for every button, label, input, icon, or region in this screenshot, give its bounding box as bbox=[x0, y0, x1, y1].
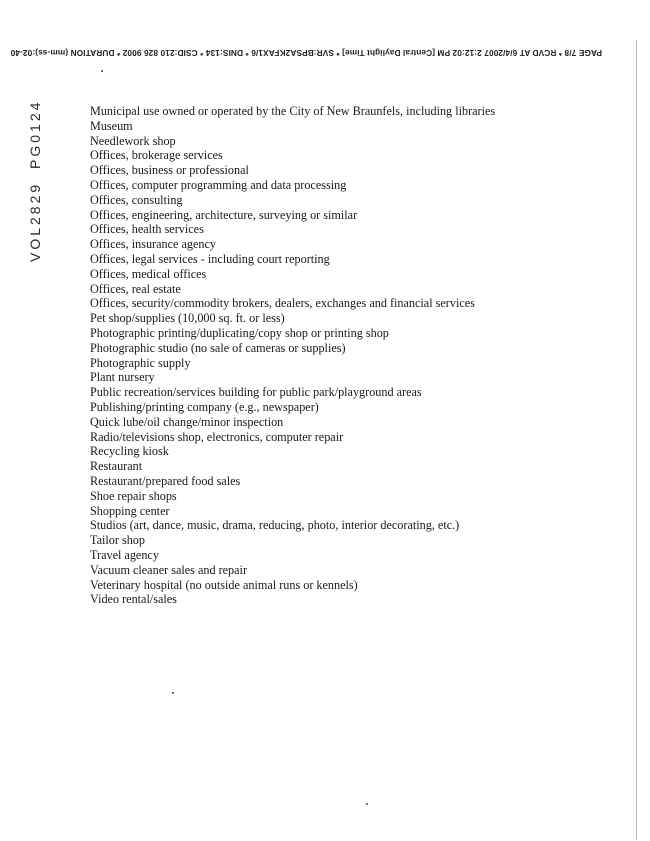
use-list-item: Museum bbox=[90, 118, 133, 133]
scan-edge-line bbox=[636, 40, 637, 840]
use-list-item: Offices, engineering, architecture, surveying or similar bbox=[90, 207, 358, 222]
permitted-uses-list bbox=[90, 104, 495, 607]
use-list-item: Photographic supply bbox=[90, 355, 191, 370]
use-list-item: Shopping center bbox=[90, 503, 170, 518]
use-list-item: Video rental/sales bbox=[90, 592, 177, 607]
use-list-item: Offices, real estate bbox=[90, 281, 181, 296]
use-list-item: Offices, security/commodity brokers, dealers, exchanges and financial services bbox=[90, 296, 475, 311]
use-list-item: Plant nursery bbox=[90, 370, 155, 385]
scan-speck bbox=[172, 692, 174, 694]
use-list-item: Offices, consulting bbox=[90, 192, 183, 207]
use-list-item: Publishing/printing company (e.g., newspaper) bbox=[90, 399, 319, 414]
scan-speck bbox=[101, 70, 103, 72]
use-list-item: Pet shop/supplies (10,000 sq. ft. or less) bbox=[90, 311, 285, 326]
use-list-item: Offices, insurance agency bbox=[90, 237, 216, 252]
fax-transmission-header: PAGE 7/8 * RCVD AT 6/4/2007 2:12:02 PM [Central Daylight Time] * SVR:BPSA2KFAX1/6 * DNIS:134 * CSID:210 826 9002 * DURATION (mm-ss):02-40 bbox=[10, 48, 602, 58]
use-list-item: Public recreation/services building for public park/playground areas bbox=[90, 385, 422, 400]
use-list-item: Restaurant bbox=[90, 459, 143, 474]
use-list-item: Offices, computer programming and data processing bbox=[90, 177, 347, 192]
use-list-item: Offices, legal services - including court reporting bbox=[90, 251, 330, 266]
use-list-item: Travel agency bbox=[90, 547, 159, 562]
use-list-item: Tailor shop bbox=[90, 533, 145, 548]
use-list-item: Studios (art, dance, music, drama, reducing, photo, interior decorating, etc.) bbox=[90, 518, 460, 533]
use-list-item: Vacuum cleaner sales and repair bbox=[90, 562, 248, 577]
use-list-item: Offices, health services bbox=[90, 222, 204, 237]
scan-speck bbox=[366, 803, 368, 805]
use-list-item: Restaurant/prepared food sales bbox=[90, 473, 241, 488]
use-list-item: Offices, business or professional bbox=[90, 163, 249, 178]
use-list-item: Recycling kiosk bbox=[90, 444, 169, 459]
use-list-item: Shoe repair shops bbox=[90, 488, 177, 503]
use-list-item: Radio/televisions shop, electronics, computer repair bbox=[90, 429, 344, 444]
volume-page-stamp: VOL2829 PG0124 bbox=[27, 99, 43, 262]
use-list-item: Offices, medical offices bbox=[90, 266, 207, 281]
use-list-item: Quick lube/oil change/minor inspection bbox=[90, 414, 284, 429]
use-list-item: Municipal use owned or operated by the City of New Braunfels, including libraries bbox=[90, 104, 496, 118]
use-list-item: Needlework shop bbox=[90, 133, 176, 148]
use-list-item: Offices, brokerage services bbox=[90, 148, 223, 163]
use-list-item: Veterinary hospital (no outside animal runs or kennels) bbox=[90, 577, 358, 592]
use-list-item: Photographic printing/duplicating/copy shop or printing shop bbox=[90, 325, 389, 340]
use-list-item: Photographic studio (no sale of cameras or supplies) bbox=[90, 340, 346, 355]
